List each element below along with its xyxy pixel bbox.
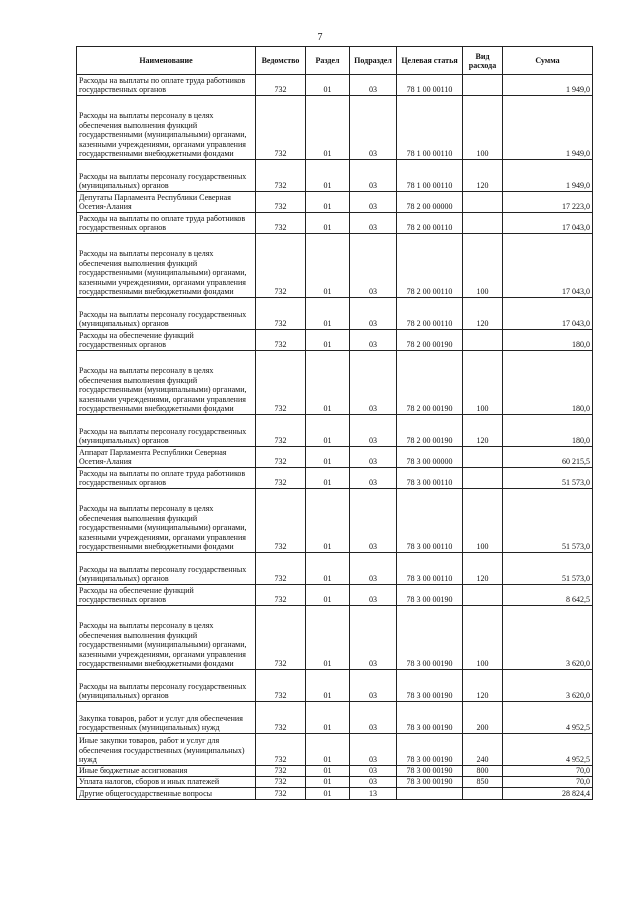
table-row xyxy=(77,351,593,415)
cell-section: 01 xyxy=(306,606,350,670)
cell-expense-type xyxy=(463,192,503,213)
cell-name: Расходы на обеспечение функций государственных органов xyxy=(77,585,256,606)
cell-expense-type xyxy=(463,585,503,606)
cell-subsection: 03 xyxy=(350,75,397,96)
cell-section: 01 xyxy=(306,447,350,468)
cell-section: 01 xyxy=(306,777,350,788)
cell-section: 01 xyxy=(306,351,350,415)
cell-section: 01 xyxy=(306,766,350,777)
cell-department: 732 xyxy=(256,734,306,766)
cell-section: 01 xyxy=(306,330,350,351)
cell-subsection: 03 xyxy=(350,415,397,447)
cell-amount: 4 952,5 xyxy=(503,734,593,766)
cell-target: 78 3 00 00000 xyxy=(397,447,463,468)
cell-amount: 3 620,0 xyxy=(503,606,593,670)
cell-department: 732 xyxy=(256,788,306,800)
column-header-expense-type: Вид расхода xyxy=(463,47,503,75)
cell-amount: 17 043,0 xyxy=(503,213,593,234)
cell-department: 732 xyxy=(256,489,306,553)
table-row xyxy=(77,160,593,192)
column-header-department: Ведомство xyxy=(256,47,306,75)
table-row xyxy=(77,330,593,351)
cell-target: 78 1 00 00110 xyxy=(397,160,463,192)
table-row xyxy=(77,702,593,734)
table-header-row xyxy=(77,47,593,75)
cell-name: Расходы на выплаты по оплате труда работников государственных органов xyxy=(77,468,256,489)
cell-name: Расходы на выплаты персоналу государственных (муниципальных) органов xyxy=(77,415,256,447)
cell-department: 732 xyxy=(256,553,306,585)
cell-subsection: 03 xyxy=(350,160,397,192)
cell-name: Закупка товаров, работ и услуг для обеспечения государственных (муниципальных) нужд xyxy=(77,702,256,734)
table-row xyxy=(77,489,593,553)
cell-target: 78 3 00 00190 xyxy=(397,670,463,702)
cell-subsection: 03 xyxy=(350,351,397,415)
cell-target: 78 2 00 00110 xyxy=(397,213,463,234)
cell-target: 78 3 00 00190 xyxy=(397,734,463,766)
cell-target: 78 3 00 00190 xyxy=(397,585,463,606)
cell-target: 78 2 00 00000 xyxy=(397,192,463,213)
table-row xyxy=(77,468,593,489)
table-row xyxy=(77,213,593,234)
cell-department: 732 xyxy=(256,192,306,213)
cell-department: 732 xyxy=(256,777,306,788)
cell-name: Расходы на выплаты персоналу государственных (муниципальных) органов xyxy=(77,670,256,702)
cell-expense-type xyxy=(463,447,503,468)
table-row xyxy=(77,670,593,702)
cell-department: 732 xyxy=(256,415,306,447)
cell-department: 732 xyxy=(256,96,306,160)
cell-department: 732 xyxy=(256,702,306,734)
table-row xyxy=(77,415,593,447)
cell-subsection: 03 xyxy=(350,766,397,777)
cell-expense-type xyxy=(463,213,503,234)
cell-section: 01 xyxy=(306,585,350,606)
cell-subsection: 03 xyxy=(350,702,397,734)
cell-department: 732 xyxy=(256,160,306,192)
cell-subsection: 03 xyxy=(350,330,397,351)
table-body xyxy=(77,75,593,800)
cell-department: 732 xyxy=(256,213,306,234)
table-row xyxy=(77,788,593,800)
cell-department: 732 xyxy=(256,298,306,330)
cell-section: 01 xyxy=(306,213,350,234)
cell-target: 78 1 00 00110 xyxy=(397,96,463,160)
cell-amount: 3 620,0 xyxy=(503,670,593,702)
cell-amount: 17 043,0 xyxy=(503,234,593,298)
cell-section: 01 xyxy=(306,298,350,330)
table-row xyxy=(77,96,593,160)
cell-section: 01 xyxy=(306,468,350,489)
cell-amount: 17 223,0 xyxy=(503,192,593,213)
cell-target: 78 3 00 00110 xyxy=(397,468,463,489)
cell-subsection: 03 xyxy=(350,734,397,766)
cell-amount: 180,0 xyxy=(503,351,593,415)
cell-section: 01 xyxy=(306,489,350,553)
cell-target: 78 2 00 00190 xyxy=(397,415,463,447)
cell-target: 78 2 00 00190 xyxy=(397,351,463,415)
table-row xyxy=(77,606,593,670)
cell-section: 01 xyxy=(306,75,350,96)
cell-department: 732 xyxy=(256,75,306,96)
cell-subsection: 03 xyxy=(350,553,397,585)
column-header-amount: Сумма xyxy=(503,47,593,75)
cell-amount: 180,0 xyxy=(503,330,593,351)
cell-expense-type: 120 xyxy=(463,553,503,585)
cell-expense-type: 120 xyxy=(463,160,503,192)
cell-expense-type: 100 xyxy=(463,351,503,415)
cell-name: Расходы на выплаты персоналу государственных (муниципальных) органов xyxy=(77,160,256,192)
column-header-subsection: Подраздел xyxy=(350,47,397,75)
cell-department: 732 xyxy=(256,330,306,351)
cell-department: 732 xyxy=(256,234,306,298)
cell-expense-type: 850 xyxy=(463,777,503,788)
cell-target: 78 3 00 00190 xyxy=(397,777,463,788)
cell-name: Расходы на выплаты персоналу в целях обеспечения выполнения функций государственными (муниципальными) органами, казенными учреждениями, органами управления государственными внебюджетными фондами xyxy=(77,96,256,160)
page-number: 7 xyxy=(317,32,323,43)
cell-target: 78 1 00 00110 xyxy=(397,75,463,96)
cell-department: 732 xyxy=(256,351,306,415)
cell-expense-type: 100 xyxy=(463,96,503,160)
cell-name: Аппарат Парламента Республики Северная Осетия-Алания xyxy=(77,447,256,468)
table-row xyxy=(77,585,593,606)
cell-expense-type xyxy=(463,468,503,489)
cell-name: Расходы на обеспечение функций государственных органов xyxy=(77,330,256,351)
cell-amount: 60 215,5 xyxy=(503,447,593,468)
cell-department: 732 xyxy=(256,606,306,670)
table-row xyxy=(77,298,593,330)
cell-name: Расходы на выплаты по оплате труда работников государственных органов xyxy=(77,213,256,234)
cell-target: 78 2 00 00110 xyxy=(397,298,463,330)
cell-target: 78 3 00 00190 xyxy=(397,606,463,670)
table-row xyxy=(77,777,593,788)
cell-amount: 51 573,0 xyxy=(503,553,593,585)
cell-subsection: 03 xyxy=(350,585,397,606)
cell-amount: 8 642,5 xyxy=(503,585,593,606)
cell-subsection: 03 xyxy=(350,298,397,330)
cell-section: 01 xyxy=(306,553,350,585)
cell-name: Расходы на выплаты персоналу в целях обеспечения выполнения функций государственными (муниципальными) органами, казенными учреждениями, органами управления государственными внебюджетными фондами xyxy=(77,234,256,298)
cell-department: 732 xyxy=(256,670,306,702)
cell-expense-type xyxy=(463,330,503,351)
table-row xyxy=(77,766,593,777)
cell-name: Другие общегосударственные вопросы xyxy=(77,788,256,800)
cell-expense-type: 100 xyxy=(463,234,503,298)
cell-amount: 70,0 xyxy=(503,777,593,788)
cell-name: Расходы на выплаты персоналу в целях обеспечения выполнения функций государственными (муниципальными) органами, казенными учреждениями, органами управления государственными внебюджетными фондами xyxy=(77,489,256,553)
cell-expense-type: 120 xyxy=(463,670,503,702)
cell-target: 78 2 00 00110 xyxy=(397,234,463,298)
cell-expense-type: 200 xyxy=(463,702,503,734)
table-row xyxy=(77,75,593,96)
cell-subsection: 13 xyxy=(350,788,397,800)
budget-table xyxy=(76,46,593,800)
cell-target: 78 3 00 00190 xyxy=(397,766,463,777)
cell-department: 732 xyxy=(256,766,306,777)
cell-amount: 4 952,5 xyxy=(503,702,593,734)
cell-amount: 51 573,0 xyxy=(503,468,593,489)
cell-subsection: 03 xyxy=(350,192,397,213)
cell-section: 01 xyxy=(306,788,350,800)
cell-target: 78 3 00 00190 xyxy=(397,702,463,734)
cell-name: Расходы на выплаты персоналу в целях обеспечения выполнения функций государственными (муниципальными) органами, казенными учреждениями, органами управления государственными внебюджетными фондами xyxy=(77,351,256,415)
cell-name: Депутаты Парламента Республики Северная Осетия-Алания xyxy=(77,192,256,213)
cell-subsection: 03 xyxy=(350,670,397,702)
cell-amount: 1 949,0 xyxy=(503,160,593,192)
table-row xyxy=(77,447,593,468)
table-row xyxy=(77,553,593,585)
cell-name: Расходы на выплаты по оплате труда работников государственных органов xyxy=(77,75,256,96)
cell-subsection: 03 xyxy=(350,777,397,788)
cell-section: 01 xyxy=(306,734,350,766)
cell-section: 01 xyxy=(306,96,350,160)
table-row xyxy=(77,734,593,766)
cell-section: 01 xyxy=(306,670,350,702)
column-header-section: Раздел xyxy=(306,47,350,75)
cell-expense-type: 100 xyxy=(463,489,503,553)
cell-amount: 28 824,4 xyxy=(503,788,593,800)
cell-name: Расходы на выплаты персоналу в целях обеспечения выполнения функций государственными (муниципальными) органами, казенными учреждениями, органами управления государственными внебюджетными фондами xyxy=(77,606,256,670)
cell-subsection: 03 xyxy=(350,96,397,160)
cell-amount: 17 043,0 xyxy=(503,298,593,330)
cell-subsection: 03 xyxy=(350,213,397,234)
cell-section: 01 xyxy=(306,702,350,734)
cell-name: Уплата налогов, сборов и иных платежей xyxy=(77,777,256,788)
cell-amount: 51 573,0 xyxy=(503,489,593,553)
cell-section: 01 xyxy=(306,234,350,298)
cell-department: 732 xyxy=(256,585,306,606)
cell-subsection: 03 xyxy=(350,447,397,468)
cell-expense-type: 100 xyxy=(463,606,503,670)
cell-expense-type: 240 xyxy=(463,734,503,766)
cell-section: 01 xyxy=(306,160,350,192)
cell-department: 732 xyxy=(256,447,306,468)
cell-subsection: 03 xyxy=(350,489,397,553)
cell-target: 78 3 00 00110 xyxy=(397,489,463,553)
cell-expense-type: 800 xyxy=(463,766,503,777)
cell-department: 732 xyxy=(256,468,306,489)
cell-target xyxy=(397,788,463,800)
cell-target: 78 2 00 00190 xyxy=(397,330,463,351)
cell-expense-type: 120 xyxy=(463,415,503,447)
cell-name: Иные закупки товаров, работ и услуг для обеспечения государственных (муниципальных) нужд xyxy=(77,734,256,766)
cell-subsection: 03 xyxy=(350,606,397,670)
cell-expense-type xyxy=(463,75,503,96)
cell-section: 01 xyxy=(306,415,350,447)
cell-subsection: 03 xyxy=(350,234,397,298)
cell-name: Расходы на выплаты персоналу государственных (муниципальных) органов xyxy=(77,553,256,585)
cell-name: Расходы на выплаты персоналу государственных (муниципальных) органов xyxy=(77,298,256,330)
table-row xyxy=(77,234,593,298)
cell-amount: 1 949,0 xyxy=(503,96,593,160)
column-header-target: Целевая статья xyxy=(397,47,463,75)
cell-amount: 180,0 xyxy=(503,415,593,447)
cell-expense-type: 120 xyxy=(463,298,503,330)
cell-expense-type xyxy=(463,788,503,800)
column-header-name: Наименование xyxy=(77,47,256,75)
cell-name: Иные бюджетные ассигнования xyxy=(77,766,256,777)
cell-subsection: 03 xyxy=(350,468,397,489)
cell-amount: 1 949,0 xyxy=(503,75,593,96)
table-row xyxy=(77,192,593,213)
cell-target: 78 3 00 00110 xyxy=(397,553,463,585)
cell-amount: 70,0 xyxy=(503,766,593,777)
cell-section: 01 xyxy=(306,192,350,213)
